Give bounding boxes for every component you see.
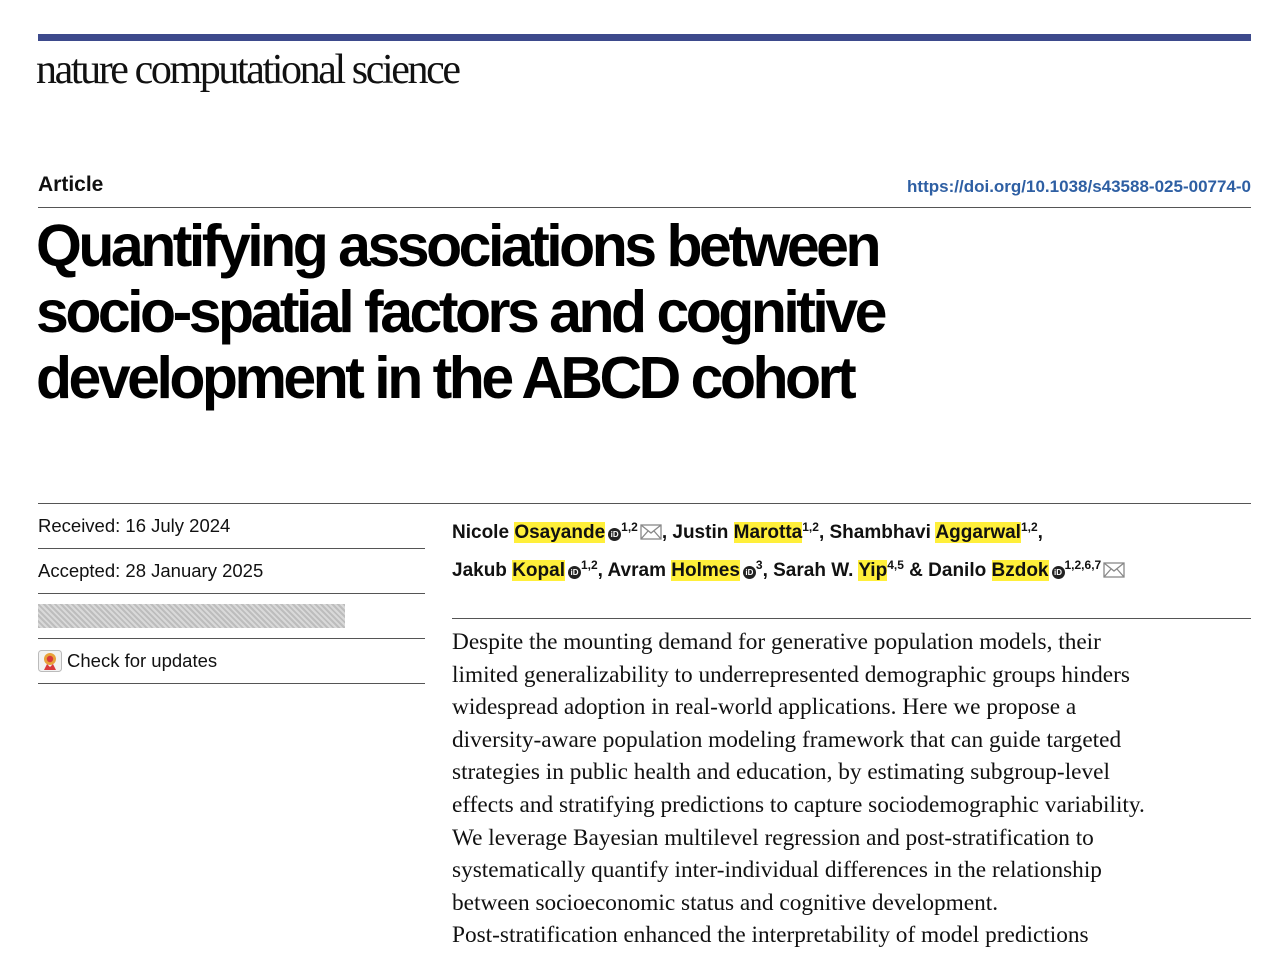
author-surname: Bzdok (991, 560, 1049, 581)
article-title (36, 213, 1036, 411)
author-separator: , (1037, 522, 1043, 543)
abstract-line: effects and stratifying predictions to capture sociodemographic variability. (452, 791, 1145, 818)
header-divider (38, 207, 1251, 208)
author-surname: Holmes (671, 560, 740, 581)
author-line (452, 512, 1242, 550)
author-surname: Kopal (512, 560, 565, 581)
affiliation: 1,2,6,7 (1064, 558, 1102, 572)
author-line (452, 550, 1242, 588)
abstract-line: systematically quantify inter-individual differences in the relationship (452, 857, 1102, 884)
mail-icon[interactable] (640, 520, 662, 550)
author-surname: Aggarwal (935, 522, 1021, 543)
received-date: 16 July 2024 (125, 515, 231, 536)
check-updates-row[interactable] (38, 639, 425, 684)
abstract-divider (452, 618, 1251, 619)
title-line: socio-spatial factors and cognitive (36, 279, 884, 345)
abstract-line: widespread adoption in real-world applications. Here we propose a (452, 694, 1077, 721)
affiliation: 1,2 (580, 558, 598, 572)
abstract-line: We leverage Bayesian multilevel regression and post-stratification to (452, 824, 1094, 851)
affiliation: 1,2 (802, 520, 819, 534)
affiliation: 1,2 (1020, 520, 1038, 534)
redacted-block (38, 604, 345, 628)
article-history-sidebar (38, 504, 425, 684)
author-list (452, 512, 1242, 588)
check-for-updates-icon (38, 650, 62, 672)
title-line: Quantifying associations between (36, 213, 879, 279)
journal-header-bar (38, 34, 1251, 41)
abstract-line: limited generalizability to underrepresented demographic groups hinders (452, 661, 1130, 688)
abstract-line: between socioeconomic status and cognitive development. (452, 889, 999, 916)
received-row (38, 504, 425, 549)
article-type: Article (38, 173, 104, 196)
accepted-row (38, 549, 425, 594)
orcid-icon[interactable]: iD (743, 566, 756, 579)
affiliation: 4,5 (887, 558, 904, 572)
author-first-name: & Danilo (903, 560, 992, 581)
author-surname: Yip (858, 560, 888, 581)
mail-icon[interactable] (1103, 558, 1125, 588)
abstract (452, 626, 1252, 952)
author-first-name: Jakub (452, 560, 513, 581)
author-first-name: , Shambhavi (818, 522, 936, 543)
doi-link[interactable]: https://doi.org/10.1038/s43588-025-00774-0 (907, 177, 1251, 196)
author-surname: Osayande (514, 522, 606, 543)
accepted-date: 28 January 2025 (125, 560, 264, 581)
author-first-name: , Sarah W. (762, 560, 859, 581)
check-updates-link[interactable]: Check for updates (67, 650, 218, 671)
abstract-line: Post-stratification enhanced the interpretability of model predictions (452, 922, 1089, 949)
redacted-row (38, 594, 425, 639)
author-first-name: , Justin (661, 522, 734, 543)
author-first-name: , Avram (597, 560, 672, 581)
affiliation: 3 (755, 558, 763, 572)
accepted-label: Accepted: (38, 560, 121, 581)
author-surname: Marotta (733, 522, 803, 543)
received-label: Received: (38, 515, 121, 536)
orcid-icon[interactable]: iD (1052, 566, 1065, 579)
abstract-line: strategies in public health and education, by estimating subgroup-level (452, 759, 1110, 786)
abstract-line: Despite the mounting demand for generative population models, their (452, 629, 1101, 655)
author-first-name: Nicole (452, 522, 515, 543)
title-line: development in the ABCD cohort (36, 345, 854, 411)
orcid-icon[interactable]: iD (608, 528, 621, 541)
abstract-line: diversity-aware population modeling framework that can guide targeted (452, 726, 1122, 753)
orcid-icon[interactable]: iD (568, 566, 581, 579)
affiliation: 1,2 (621, 520, 638, 534)
journal-name: nature computational science (36, 47, 459, 93)
